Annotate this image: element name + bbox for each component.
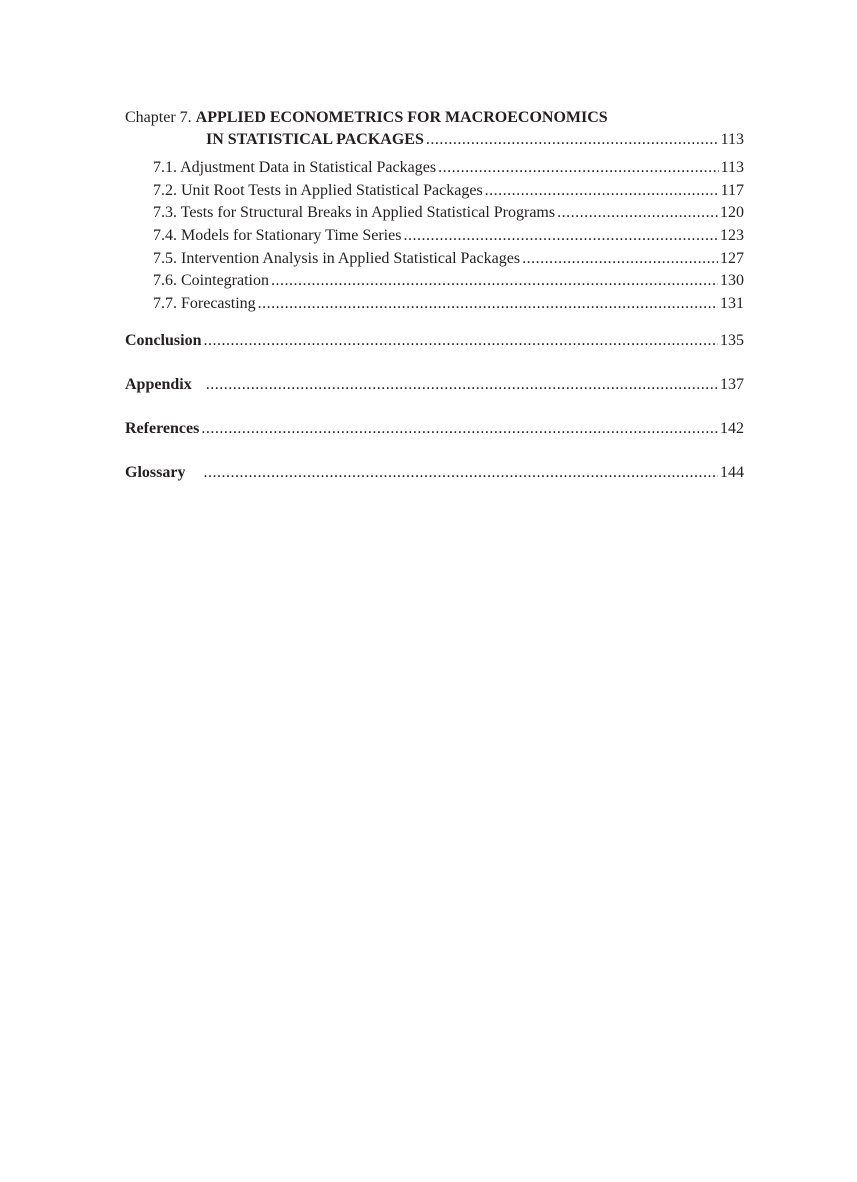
chapter-prefix: Chapter 7.	[125, 109, 192, 126]
section-page-number: 117	[720, 181, 744, 199]
section-page-number: 131	[720, 295, 744, 313]
section-label: 7.2. Unit Root Tests in Applied Statistical Packages	[153, 181, 483, 199]
dot-leader	[557, 202, 718, 225]
toc-entry-appendix[interactable]	[125, 374, 744, 396]
toc-entry-7-1[interactable]	[153, 157, 744, 180]
chapter-title-line1: APPLIED ECONOMETRICS FOR MACROECONOMICS	[195, 109, 608, 126]
section-label: 7.4. Models for Stationary Time Series	[153, 227, 402, 245]
conclusion-label: Conclusion	[125, 331, 202, 349]
dot-leader	[201, 418, 718, 440]
dot-leader	[522, 248, 718, 271]
chapter-page-number: 113	[720, 131, 744, 148]
section-page-number: 123	[720, 227, 744, 245]
conclusion-page-number: 135	[720, 331, 744, 349]
appendix-page-number: 137	[720, 375, 744, 393]
section-label: 7.3. Tests for Structural Breaks in Applied Statistical Programs	[153, 204, 556, 222]
dot-leader	[203, 462, 718, 484]
section-label: 7.1. Adjustment Data in Statistical Packages	[153, 159, 437, 176]
toc-entry-7-2[interactable]	[153, 180, 744, 203]
section-label: 7.5. Intervention Analysis in Applied Statistical Packages	[153, 249, 521, 267]
section-label: 7.7. Forecasting	[153, 295, 256, 313]
toc-entry-7-5[interactable]	[153, 248, 744, 271]
appendix-label: Appendix	[125, 375, 192, 393]
glossary-page-number: 144	[720, 463, 744, 481]
references-page-number: 142	[720, 419, 744, 437]
section-page-number: 120	[720, 204, 744, 222]
dot-leader	[485, 180, 719, 203]
dot-leader	[426, 129, 719, 151]
toc-entry-7-3[interactable]	[153, 202, 744, 225]
section-page-number: 130	[720, 272, 744, 290]
toc-entry-conclusion[interactable]	[125, 330, 744, 352]
toc-entry-7-6[interactable]	[153, 270, 744, 293]
table-of-contents	[125, 107, 744, 484]
glossary-label: Glossary	[125, 463, 186, 481]
toc-entry-references[interactable]	[125, 418, 744, 440]
dot-leader	[258, 293, 718, 316]
section-page-number: 127	[720, 249, 744, 267]
chapter-title-line2: IN STATISTICAL PACKAGES	[206, 131, 424, 148]
toc-entry-7-4[interactable]	[153, 225, 744, 248]
section-label: 7.6. Cointegration	[153, 272, 269, 290]
dot-leader	[403, 225, 718, 248]
chapter-heading-line1	[125, 107, 744, 129]
dot-leader	[438, 157, 719, 180]
toc-entry-7-7[interactable]	[153, 293, 744, 316]
dot-leader	[203, 330, 718, 352]
section-page-number: 113	[720, 159, 744, 176]
section-list	[125, 157, 744, 316]
dot-leader	[271, 270, 718, 293]
toc-entry-glossary[interactable]	[125, 462, 744, 484]
chapter-heading-line2[interactable]	[125, 129, 744, 151]
dot-leader	[206, 374, 718, 396]
references-label: References	[125, 419, 200, 437]
